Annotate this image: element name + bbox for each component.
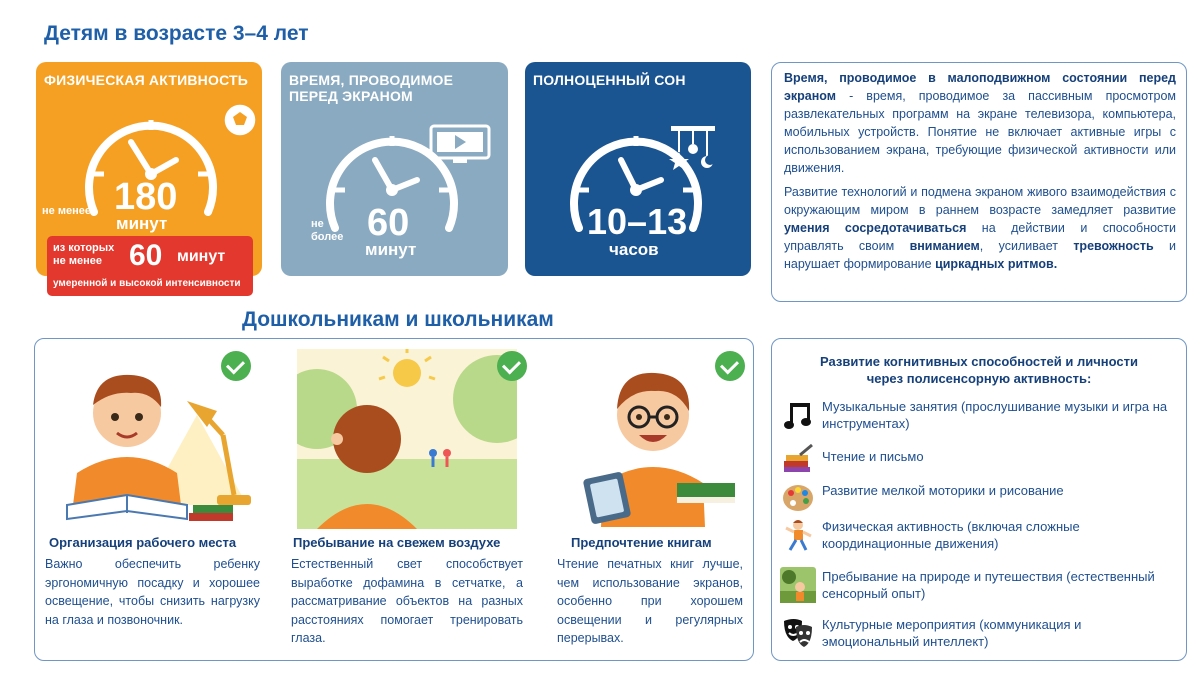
child-outdoors-illustration xyxy=(297,349,517,529)
nature-icon xyxy=(780,567,816,603)
activity-item xyxy=(780,613,1180,653)
sleep-hours-unit: часов xyxy=(609,240,659,259)
activities-title: Развитие когнитивных способностей и личности через полисенсорную активность: xyxy=(820,354,1138,386)
physical-activity-title: ФИЗИЧЕСКАЯ АКТИВНОСТЬ xyxy=(44,72,249,88)
screen-time-card xyxy=(281,62,508,276)
tip-outdoors xyxy=(289,339,524,660)
impact-paragraph xyxy=(784,183,1176,273)
screen-time-definition xyxy=(771,62,1187,302)
impact-text: , усиливает xyxy=(979,239,1074,253)
tip-text: Естественный свет способствует выработке дофамина в сетчатке, а рассматривание объектов на разных расстояниях помогает тренировать глаза. xyxy=(291,557,523,645)
tip-text: Важно обеспечить ребенку эргономичную посадку и хорошее освещение, чтобы снизить нагрузку на глаза и позвоночник. xyxy=(45,557,260,627)
activity-item xyxy=(780,395,1180,435)
baby-mobile-icon xyxy=(665,122,721,186)
physical-minutes-unit: минут xyxy=(116,214,168,233)
activity-text: Музыкальные занятия (прослушивание музыки и игра на инструментах) xyxy=(822,399,1168,431)
screen-time-title: ВРЕМЯ, ПРОВОДИМОЕ ПЕРЕД ЭКРАНОМ xyxy=(289,72,454,104)
impact-text: Развитие технологий и подмена экраном живого взаимодействия с окружающим миром в раннем возрасте замедляет развитие xyxy=(784,185,1176,217)
definition-paragraph xyxy=(784,69,1176,177)
max-label: не более xyxy=(311,218,344,243)
impact-text: на действии и способности управлять своим xyxy=(784,221,1177,253)
tip-text: Чтение печатных книг лучше, чем использование экранов, особенно при хорошем освещении и регулярных перерывах. xyxy=(557,557,743,645)
check-icon xyxy=(221,351,251,381)
intensity-prefix: из которых не менее xyxy=(53,242,115,267)
theater-masks-icon xyxy=(780,615,816,651)
activity-text: Чтение и письмо xyxy=(822,449,924,464)
intensity-unit: минут xyxy=(177,248,226,265)
intensity-value: 60 xyxy=(129,239,163,272)
check-icon xyxy=(715,351,745,381)
activity-text: Развитие мелкой моторики и рисование xyxy=(822,483,1064,498)
books-pen-icon xyxy=(780,441,816,477)
tip-title: Организация рабочего места xyxy=(49,535,237,550)
check-icon xyxy=(497,351,527,381)
activities-panel xyxy=(771,338,1187,661)
impact-term-circadian: циркадных ритмов. xyxy=(935,257,1058,271)
intensity-badge xyxy=(47,236,253,296)
child-with-book-illustration xyxy=(573,359,743,527)
activity-text: Культурные мероприятия (коммуникация и эмоциональный интеллект) xyxy=(822,617,1082,649)
activity-item xyxy=(780,477,1180,517)
sleep-hours-value: 10–13 xyxy=(587,201,688,242)
impact-text: и нарушает формирование xyxy=(784,239,1176,271)
activity-text: Пребывание на природе и путешествия (естественный сенсорный опыт) xyxy=(822,569,1155,601)
screen-minutes-unit: минут xyxy=(365,240,417,259)
running-child-icon xyxy=(780,517,816,553)
tip-workplace xyxy=(43,339,278,660)
child-reading-illustration xyxy=(47,355,257,527)
impact-term-anxiety: тревожность xyxy=(1073,239,1154,253)
impact-term-attention: вниманием xyxy=(909,239,980,253)
school-title: Дошкольникам и школьникам xyxy=(242,308,554,331)
music-note-icon xyxy=(780,397,816,433)
activity-text: Физическая активность (включая сложные координационные движения) xyxy=(822,519,1080,551)
definition-term: Время, проводимое в малоподвижном состоянии перед экраном xyxy=(784,71,1176,103)
definition-text: - время, проводимое за пассивным просмотром развлекательных программ на экране телевизора, компьютера, мобильных устройств. Понятие не включает активные игры с использованием экрана, требующие физической активности или движения. xyxy=(784,89,1176,175)
screen-minutes-value: 60 xyxy=(367,202,410,244)
tip-title: Предпочтение книгам xyxy=(571,535,712,550)
palette-icon xyxy=(780,479,816,515)
activity-item xyxy=(780,439,1180,479)
soccer-ball-icon xyxy=(222,102,258,138)
tip-books xyxy=(553,339,788,660)
activity-item xyxy=(780,565,1180,605)
activity-item xyxy=(780,515,1180,555)
physical-minutes-value: 180 xyxy=(114,176,178,218)
age-title: Детям в возрасте 3–4 лет xyxy=(44,22,309,45)
tip-title: Пребывание на свежем воздухе xyxy=(293,535,501,550)
tips-panel xyxy=(34,338,754,661)
sleep-title: ПОЛНОЦЕННЫЙ СОН xyxy=(533,72,686,88)
min-label: не менее xyxy=(42,205,91,217)
sleep-card xyxy=(525,62,751,276)
impact-term-focus: умения сосредотачиваться xyxy=(784,221,967,235)
intensity-note: умеренной и высокой интенсивности xyxy=(53,278,241,289)
monitor-icon xyxy=(429,124,491,166)
